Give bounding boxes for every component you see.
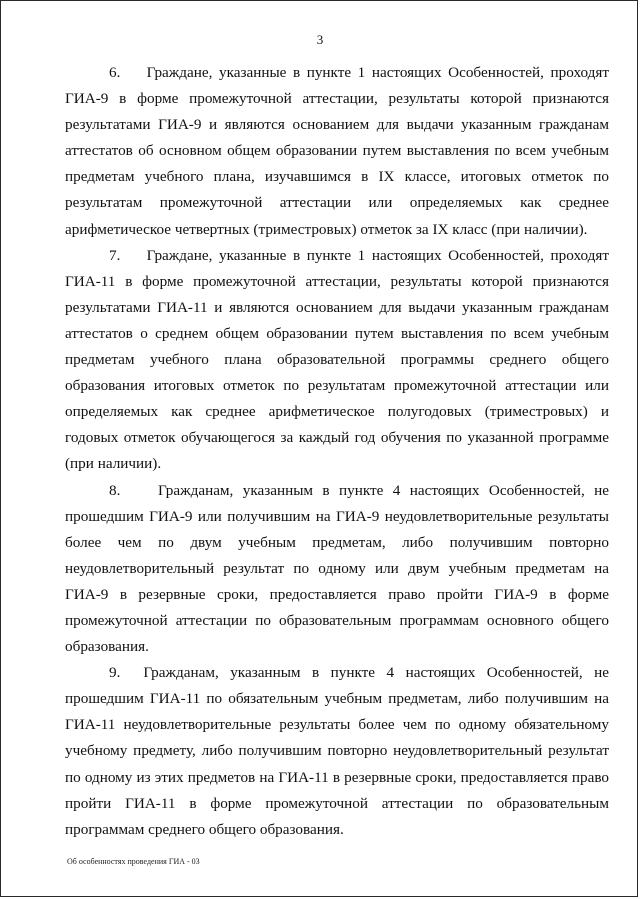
paragraph-9: 9. Гражданам, указанным в пункте 4 настоящих Особенностей, не прошедшим ГИА-11 по обязательным учебным предметам, либо получившим на ГИА-11 неудовлетворительные результаты более чем по одному обязательному учебному предмету, либо получившим повторно неудовлетворительный результат по одному из этих предметов на ГИА-11 в резервные сроки, предоставляется право пройти ГИА-11 в форме промежуточной аттестации по образовательным программам среднего общего образования. <box>65 664 609 838</box>
paragraph-6: 6. Граждане, указанные в пункте 1 настоящих Особенностей, проходят ГИА-9 в форме промежуточной аттестации, результаты которой признаются результатами ГИА-9 и являются основанием для выдачи указанным гражданам аттестатов об основном общем образовании путем выставления по всем учебным предметам учебного плана, изучавшимся в IX классе, итоговых отметок по результатам промежуточной аттестации или определяемых как среднее арифметическое четвертных (триместровых) отметок за IX класс (при наличии). <box>65 64 609 238</box>
footer-document-title: Об особенностях проведения ГИА - 03 <box>67 857 200 866</box>
paragraph-7: 7. Граждане, указанные в пункте 1 настоящих Особенностей, проходят ГИА-11 в форме промежуточной аттестации, результаты которой признаются результатами ГИА-11 и являются основанием для выдачи указанным гражданам аттестатов о среднем общем образовании путем выставления по всем учебным предметам учебного плана образовательной программы среднего общего образования итоговых отметок по результатам промежуточной аттестации или определяемых как среднее арифметическое полугодовых (триместровых) и годовых отметок обучающегося за каждый год обучения по указанной программе (при наличии). <box>65 246 609 473</box>
page-number: 3 <box>316 32 324 47</box>
paragraph-8: 8. Гражданам, указанным в пункте 4 настоящих Особенностей, не прошедшим ГИА-9 или получившим на ГИА-9 неудовлетворительные результаты более чем по двум учебным предметам, либо получившим повторно неудовлетворительный результат по одному или двум учебным предметам на ГИА-9 в резервные сроки, предоставляется право пройти ГИА-9 в форме промежуточной аттестации по образовательным программам основного общего образования. <box>65 481 609 656</box>
document-body <box>65 60 609 843</box>
